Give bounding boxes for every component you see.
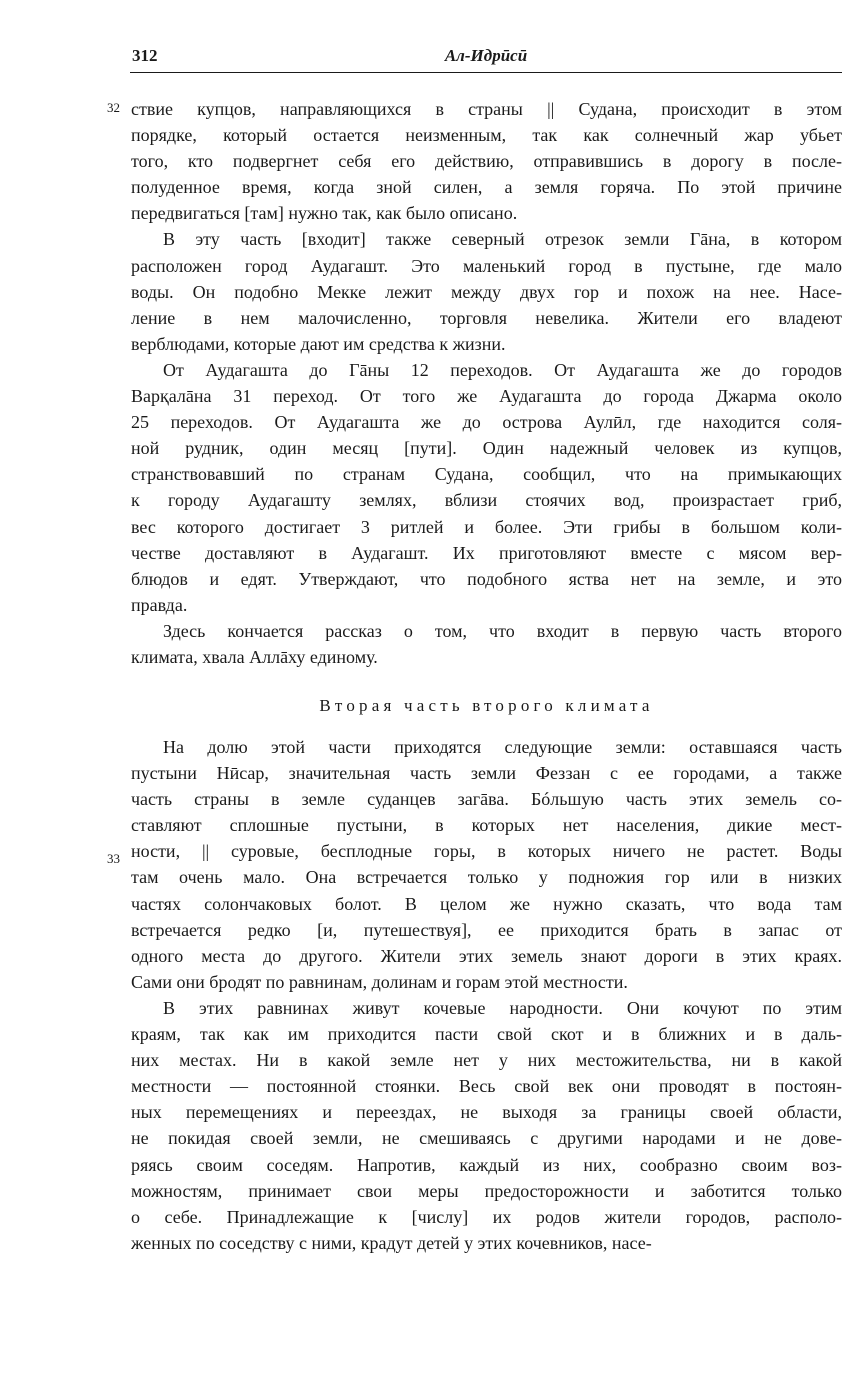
text-line: честве доставляют в Аудагашт. Их приготовляют вместе с мясом вер- xyxy=(131,542,842,563)
text-line: ление в нем малочисленно, торговля невелика. Жители его владеют xyxy=(131,307,842,328)
text-line: На долю этой части приходятся следующие земли: оставшаяся часть xyxy=(163,737,842,757)
text-line: В этих равнинах живут кочевые народности. Они кочуют по этим xyxy=(163,997,842,1018)
text-line: климата, хвала Аллāху единому. xyxy=(131,646,378,667)
text-line: ствие купцов, направляющихся в страны || Судана, происходит в этом xyxy=(131,99,842,119)
text-line: правда. xyxy=(131,594,188,615)
text-line: ряясь своим соседям. Напротив, каждый из них, сообразно своим воз- xyxy=(131,1154,842,1175)
paragraph xyxy=(131,618,842,670)
paragraph xyxy=(131,226,842,356)
paragraph xyxy=(131,96,842,226)
text-line: полуденное время, когда зной силен, а земля горяча. По этой причине xyxy=(131,177,842,198)
text-line: местности — постоянной стоянки. Весь свой век они проводят в постоян- xyxy=(131,1076,842,1097)
text-line: того, кто подвергнет себя его действию, отправившись в дорогу в после- xyxy=(131,151,842,172)
text-line: порядке, который остается неизменным, так как солнечный жар убьет xyxy=(131,125,842,146)
text-line: пустыни Нӣсар, значительная часть земли Феззан с ее городами, а также xyxy=(131,763,842,784)
text-line: блюдов и едят. Утверждают, что подобного яства нет на земле, и это xyxy=(131,568,842,589)
text-line: ных перемещениях и переездах, не выходя за границы своей области, xyxy=(131,1102,842,1123)
text-block-top xyxy=(131,96,842,670)
text-line: ставляют сплошные пустыни, в которых нет населения, дикие мест- xyxy=(131,815,842,836)
text-line: них местах. Ни в какой земле нет у них местожительства, ни в какой xyxy=(131,1050,842,1071)
margin-number-32: 32 xyxy=(107,100,120,115)
text-line: женных по соседству с ними, крадут детей у этих кочевников, насе- xyxy=(131,1232,652,1253)
text-line: одного места до другого. Жители этих земель знают дороги в этих краях. xyxy=(131,945,842,966)
text-line: воды. Он подобно Мекке лежит между двух гор и похож на нее. Насе- xyxy=(131,281,842,302)
text-line: к городу Аудагашту землях, вблизи стоячих вод, произрастает гриб, xyxy=(131,490,842,511)
text-line: встречается редко [и, путешествуя], ее приходится брать в запас от xyxy=(131,919,842,940)
text-line: не покидая своей земли, не смешиваясь с другими народами и не дове- xyxy=(131,1128,842,1149)
section-heading: Вторая часть второго климата xyxy=(319,696,654,715)
text-line: В эту часть [входит] также северный отрезок земли Гāна, в котором xyxy=(163,229,842,250)
text-line: можностям, принимает свои меры предосторожности и заботится только xyxy=(131,1180,842,1201)
text-line: странствовавший по странам Судана, сообщил, что на примыкающих xyxy=(131,464,842,485)
text-line: Сами они бродят по равнинам, долинам и горам этой местности. xyxy=(131,971,628,992)
text-line: Варқалāна 31 переход. От того же Аудагашта до города Джарма около xyxy=(131,386,842,407)
paragraph xyxy=(131,995,842,1256)
text-line: Здесь кончается рассказ о том, что входит в первую часть второго xyxy=(163,620,842,641)
page-header xyxy=(130,44,842,73)
paragraph xyxy=(131,357,842,618)
text-line: вес которого достигает 3 ритлей и более. Эти грибы в большом коли- xyxy=(131,516,842,537)
text-line: расположен город Аудагашт. Это маленький город в пустыне, где мало xyxy=(131,255,842,276)
text-line: передвигаться [там] нужно так, как было описано. xyxy=(131,203,518,224)
text-line: частях солончаковых болот. В целом же нужно сказать, что вода там xyxy=(131,893,842,914)
text-line: краям, так как им приходится пасти свой скот и в ближних и в даль- xyxy=(131,1024,842,1045)
text-line: 25 переходов. От Аудагашта же до острова Аулӣл, где находится соля- xyxy=(131,412,842,433)
text-line: ной рудник, один месяц [пути]. Один надежный человек из купцов, xyxy=(131,438,842,459)
running-title: Ал-Идрӣсӣ xyxy=(444,46,528,65)
text-line: ности, || суровые, бесплодные горы, в которых ничего не растет. Воды xyxy=(131,841,842,862)
margin-number-33: 33 xyxy=(107,851,120,866)
text-block-bottom xyxy=(131,734,842,1256)
text-line: верблюдами, которые дают им средства к жизни. xyxy=(131,333,506,354)
paragraph xyxy=(131,734,842,995)
text-line: часть страны в земле суданцев загāва. Бóльшую часть этих земель со- xyxy=(131,789,842,810)
text-line: о себе. Принадлежащие к [числу] их родов жители городов, располо- xyxy=(131,1206,842,1227)
text-line: От Аудагашта до Гāны 12 переходов. От Аудагашта же до городов xyxy=(163,359,842,380)
page-number: 312 xyxy=(132,46,158,65)
text-line: там очень мало. Она встречается только у подножия гор или в низких xyxy=(131,867,842,888)
